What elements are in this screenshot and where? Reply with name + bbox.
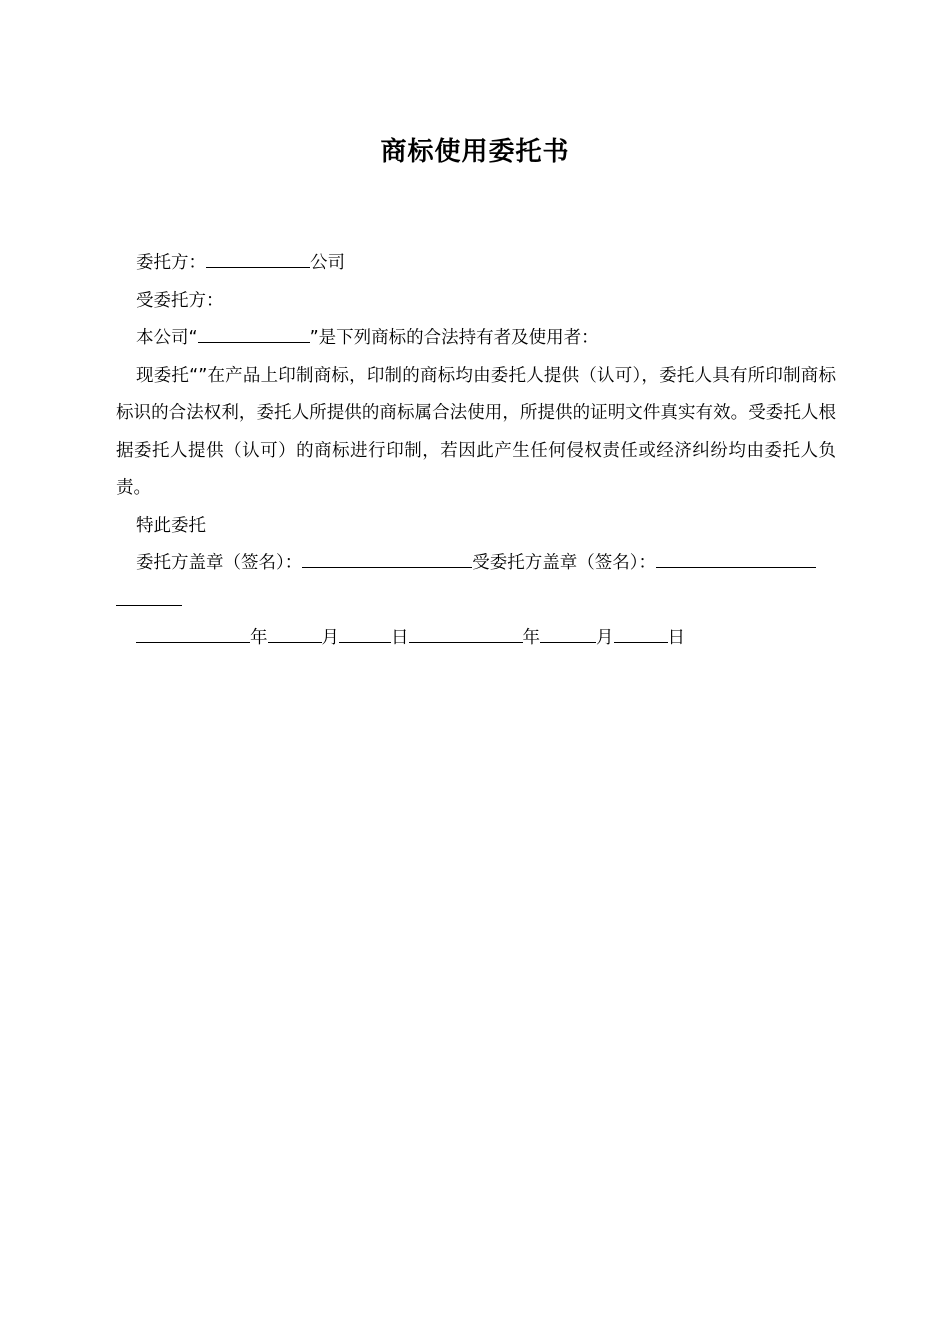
document-body <box>116 245 836 658</box>
agent-year-blank <box>409 624 523 643</box>
document-title: 商标使用委托书 <box>380 137 570 167</box>
agent-label: 受委托方： <box>136 290 224 311</box>
seal-line-continuation <box>116 583 836 621</box>
company-statement-line <box>116 320 836 358</box>
agent-day-label: 日 <box>667 628 685 648</box>
company-name-blank <box>198 324 310 343</box>
principal-seal-label: 委托方盖章（签名）： <box>136 553 303 573</box>
agent-line <box>116 283 836 321</box>
closing-line: 特此委托 <box>136 515 206 536</box>
principal-label: 委托方： <box>136 253 206 273</box>
principal-name-blank <box>206 249 310 268</box>
principal-seal-blank <box>302 549 472 568</box>
agent-seal-label: 受委托方盖章（签名）： <box>472 553 656 573</box>
agent-day-blank <box>614 624 668 643</box>
main-paragraph: 现委托“”在产品上印制商标，印制的商标均由委托人提供（认可），委托人具有所印制商标标识的合法权利，委托人所提供的商标属合法使用，所提供的证明文件真实有效。受委托人根据委托人提供（认可）的商标进行印制，若因此产生任何侵权责任或经济纠纷均由委托人负责。 <box>116 365 836 498</box>
agent-month-label: 月 <box>596 628 614 648</box>
principal-line <box>116 245 836 283</box>
principal-month-blank <box>268 624 322 643</box>
company-statement-suffix: ”是下列商标的合法持有者及使用者： <box>309 328 599 348</box>
principal-year-blank <box>136 624 250 643</box>
agent-seal-blank <box>656 549 816 568</box>
principal-suffix: 公司 <box>310 253 345 273</box>
seal-line <box>116 545 836 583</box>
agent-year-label: 年 <box>522 628 540 648</box>
principal-day-label: 日 <box>391 628 409 648</box>
agent-month-blank <box>540 624 596 643</box>
agent-seal-blank-continued <box>116 586 182 605</box>
principal-year-label: 年 <box>250 628 268 648</box>
principal-day-blank <box>339 624 391 643</box>
principal-month-label: 月 <box>321 628 339 648</box>
company-statement-prefix: 本公司“ <box>136 328 198 348</box>
date-line <box>116 620 836 658</box>
